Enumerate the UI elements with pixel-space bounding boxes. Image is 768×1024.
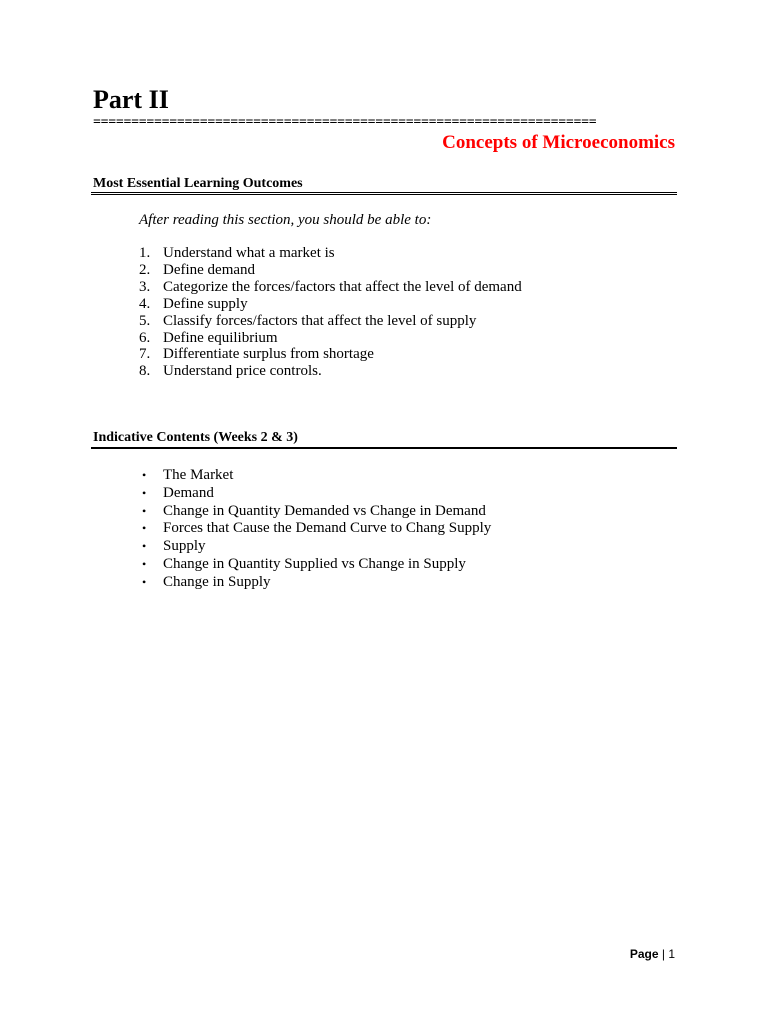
list-item-text: Change in Quantity Supplied vs Change in Supply	[163, 555, 466, 572]
list-number: 2.	[139, 261, 151, 278]
indicative-contents-heading: Indicative Contents (Weeks 2 & 3)	[93, 430, 298, 445]
list-item-text: Forces that Cause the Demand Curve to Chang Supply	[163, 520, 492, 537]
bullet-icon: •	[142, 556, 147, 571]
equals-divider: ==================================================================	[93, 115, 597, 130]
list-item-text: Understand price controls.	[163, 363, 322, 380]
list-item-text: Categorize the forces/factors that affect the level of demand	[163, 278, 522, 295]
list-item	[139, 313, 522, 330]
list-number: 3.	[139, 278, 151, 295]
list-number: 1.	[139, 245, 151, 261]
bullet-icon: •	[142, 521, 147, 536]
bullet-icon: •	[142, 485, 147, 500]
bullet-icon: •	[142, 539, 147, 554]
list-item	[139, 485, 491, 503]
learning-outcomes-heading: Most Essential Learning Outcomes	[93, 176, 303, 191]
bullet-icon: •	[142, 574, 147, 589]
list-item	[139, 503, 491, 521]
page-number: 1	[668, 947, 675, 961]
list-item-text: Understand what a market is	[163, 245, 335, 261]
learning-outcomes-list	[139, 245, 522, 380]
page-separator: |	[661, 947, 665, 961]
list-item	[139, 262, 522, 279]
list-item-text: Supply	[163, 538, 206, 555]
list-item	[139, 296, 522, 313]
learning-outcomes-intro: After reading this section, you should be able to:	[139, 212, 432, 228]
list-item-text: Classify forces/factors that affect the level of supply	[163, 312, 477, 329]
list-number: 8.	[139, 363, 151, 380]
list-number: 5.	[139, 312, 151, 329]
list-item	[139, 467, 491, 485]
list-item	[139, 245, 522, 262]
bullet-icon: •	[142, 503, 147, 518]
list-item-text: Demand	[163, 484, 214, 501]
list-number: 7.	[139, 346, 151, 363]
list-item-text: Define supply	[163, 295, 248, 312]
list-item	[139, 346, 522, 363]
page-label: Page	[629, 947, 659, 961]
horizontal-rule-divider	[91, 447, 677, 449]
list-item-text: Define equilibrium	[163, 329, 278, 346]
list-item	[139, 574, 491, 592]
list-item-text: Differentiate surplus from shortage	[163, 346, 374, 363]
list-item	[139, 538, 491, 556]
list-item	[139, 520, 491, 538]
list-item-text: Change in Quantity Demanded vs Change in Demand	[163, 502, 486, 519]
list-number: 4.	[139, 295, 151, 312]
bullet-icon: •	[142, 468, 147, 482]
list-item	[139, 279, 522, 296]
list-item-text: Change in Supply	[163, 573, 271, 590]
double-rule-divider	[91, 192, 677, 195]
section-subtitle: Concepts of Microeconomics	[442, 132, 675, 153]
list-number: 6.	[139, 329, 151, 346]
list-item	[139, 556, 491, 574]
list-item	[139, 363, 522, 380]
indicative-contents-list	[139, 467, 491, 592]
page-footer	[630, 946, 675, 962]
list-item-text: Define demand	[163, 261, 256, 278]
list-item-text: The Market	[163, 467, 234, 483]
list-item	[139, 330, 522, 347]
part-title: Part II	[93, 85, 169, 114]
